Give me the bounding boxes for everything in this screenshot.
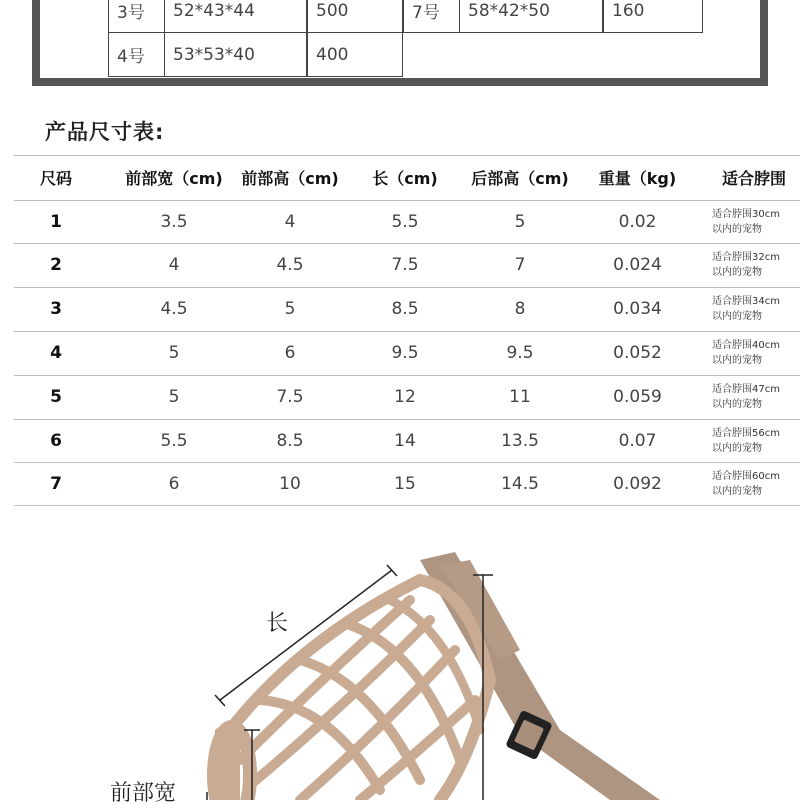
table-header-cell: 前部高（cm)	[241, 169, 339, 188]
neck-fit-cell	[712, 419, 796, 463]
length-label: 长	[266, 611, 289, 636]
package-cell: 52*43*44	[164, 0, 307, 33]
neck-fit-line: 以内的宠物	[712, 311, 762, 322]
value-cell: 15	[394, 474, 416, 494]
size-table-title: 产品尺寸表:	[45, 120, 165, 144]
value-cell: 8	[514, 299, 526, 319]
package-cell: 53*53*40	[164, 32, 307, 77]
value-cell: 14.5	[501, 474, 539, 494]
package-cell: 400	[307, 32, 403, 77]
neck-fit-line: 适合脖围34cm	[712, 296, 780, 307]
neck-fit-cell	[712, 462, 796, 506]
value-cell: 5.5	[391, 212, 419, 232]
muzzle-basket	[214, 580, 490, 800]
neck-fit-line: 适合脖围47cm	[712, 384, 780, 395]
front-width-label: 前部宽	[110, 781, 177, 806]
size-cell: 6	[50, 431, 62, 451]
neck-fit-line: 以内的宠物	[712, 355, 762, 366]
value-cell: 8.5	[391, 299, 419, 319]
value-cell: 10	[279, 474, 301, 494]
value-cell: 0.024	[613, 255, 662, 275]
value-cell: 7.5	[276, 387, 304, 407]
neck-fit-cell	[712, 375, 796, 419]
value-cell: 7	[514, 255, 526, 275]
size-cell: 7	[50, 474, 62, 494]
value-cell: 0.034	[613, 299, 662, 319]
package-cell: 500	[307, 0, 403, 33]
size-cell: 5	[50, 387, 62, 407]
neck-fit-line: 以内的宠物	[712, 443, 762, 454]
value-cell: 6	[168, 474, 180, 494]
neck-fit-line: 以内的宠物	[712, 267, 762, 278]
package-cell: 3号	[108, 0, 165, 33]
neck-fit-line: 以内的宠物	[712, 486, 762, 497]
value-cell: 4	[168, 255, 180, 275]
value-cell: 14	[394, 431, 416, 451]
table-header-cell: 适合脖围	[721, 169, 786, 188]
size-cell: 1	[50, 212, 62, 232]
package-cell: 160	[603, 0, 703, 33]
neck-fit-cell	[712, 200, 796, 244]
neck-fit-line: 适合脖围40cm	[712, 340, 780, 351]
value-cell: 5	[284, 299, 296, 319]
value-cell: 11	[509, 387, 531, 407]
table-header-cell: 前部宽（cm)	[125, 169, 223, 188]
value-cell: 0.059	[613, 387, 662, 407]
package-cell: 7号	[403, 0, 460, 33]
value-cell: 5	[168, 387, 180, 407]
value-cell: 6	[284, 343, 296, 363]
value-cell: 0.02	[618, 212, 657, 232]
neck-fit-line: 适合脖围56cm	[712, 428, 780, 439]
value-cell: 5.5	[160, 431, 188, 451]
value-cell: 9.5	[391, 343, 419, 363]
size-cell: 3	[50, 299, 62, 319]
table-header-cell: 尺码	[39, 169, 72, 188]
value-cell: 0.092	[613, 474, 662, 494]
neck-fit-line: 适合脖围60cm	[712, 471, 780, 482]
muzzle-illustration	[0, 530, 800, 800]
value-cell: 0.052	[613, 343, 662, 363]
value-cell: 8.5	[276, 431, 304, 451]
value-cell: 4	[284, 212, 296, 232]
size-cell: 2	[50, 255, 62, 275]
value-cell: 4.5	[276, 255, 304, 275]
neck-fit-line: 以内的宠物	[712, 224, 762, 235]
package-cell: 58*42*50	[459, 0, 603, 33]
neck-fit-cell	[712, 243, 796, 287]
table-header-cell: 重量（kg)	[598, 169, 677, 188]
package-cell: 4号	[108, 32, 165, 77]
neck-fit-line: 适合脖围32cm	[712, 252, 780, 263]
value-cell: 9.5	[506, 343, 534, 363]
value-cell: 7.5	[391, 255, 419, 275]
neck-fit-line: 以内的宠物	[712, 399, 762, 410]
value-cell: 13.5	[501, 431, 539, 451]
neck-fit-cell	[712, 287, 796, 331]
value-cell: 0.07	[618, 431, 657, 451]
table-header-cell: 长（cm)	[372, 169, 438, 188]
value-cell: 5	[514, 212, 526, 232]
value-cell: 3.5	[160, 212, 188, 232]
value-cell: 5	[168, 343, 180, 363]
size-cell: 4	[50, 343, 62, 363]
value-cell: 12	[394, 387, 416, 407]
table-header-cell: 后部高（cm)	[471, 169, 569, 188]
neck-fit-line: 适合脖围30cm	[712, 209, 780, 220]
neck-fit-cell	[712, 331, 796, 375]
value-cell: 4.5	[160, 299, 188, 319]
